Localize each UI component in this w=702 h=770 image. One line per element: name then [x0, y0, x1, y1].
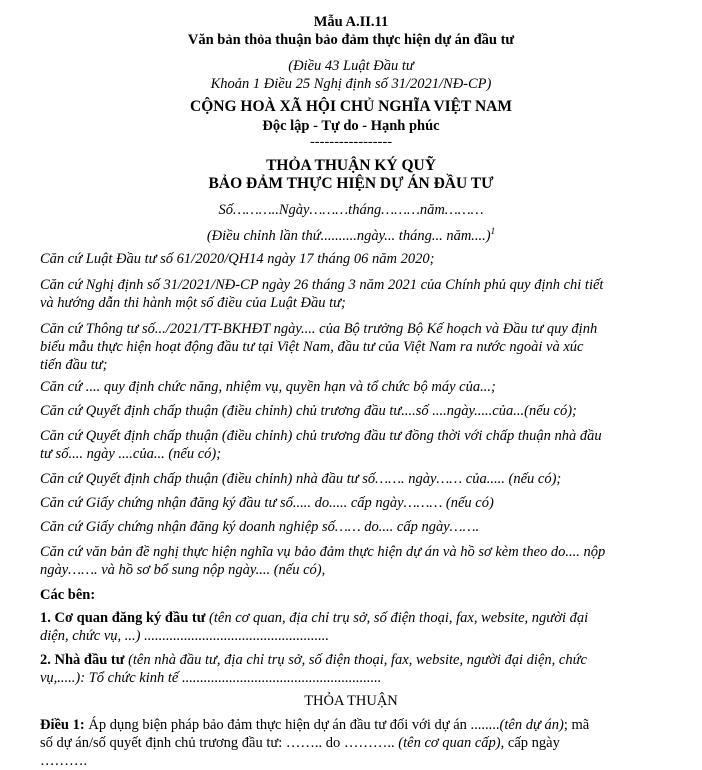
article-1-label: Điều 1:	[40, 717, 85, 733]
parties-heading: Các bên:	[40, 587, 96, 603]
document-title-line-1: THỎA THUẬN KÝ QUỸ	[266, 157, 436, 174]
basis-request-line-2: ngày……. và hồ sơ bổ sung nộp ngày.... (nếu có),	[40, 562, 326, 578]
basis-investment-certificate: Căn cứ Giấy chứng nhận đăng ký đầu tư số..... do..... cấp ngày……… (nếu có)	[40, 495, 494, 511]
basis-policy-decision: Căn cứ Quyết định chấp thuận (điều chỉnh) chủ trương đầu tư....số ....ngày.....của...(nếu có);	[40, 403, 577, 419]
form-title: Văn bản thỏa thuận bảo đảm thực hiện dự án đầu tư	[187, 32, 515, 48]
article-1-line-1: Điều 1: Áp dụng biện pháp bảo đảm thực hiện dự án đầu tư đối với dự án ........(tên dự án); mã	[40, 717, 590, 733]
basis-law: Căn cứ Luật Đầu tư số 61/2020/QH14 ngày 17 tháng 06 năm 2020;	[40, 251, 435, 267]
basis-circular-line-3: tiến đầu tư;	[40, 357, 108, 373]
basis-enterprise-certificate: Căn cứ Giấy chứng nhận đăng ký doanh nghiệp số…… do.... cấp ngày…….	[40, 519, 480, 535]
legal-reference-1: (Điều 43 Luật Đầu tư	[288, 58, 414, 74]
footnote-mark: 1	[490, 226, 496, 237]
article-1-line-2: số dự án/số quyết định chủ trương đầu tư: …….. do ……….. (tên cơ quan cấp), cấp ngày	[40, 735, 560, 751]
national-title: CỘNG HOÀ XÃ HỘI CHỦ NGHĨA VIỆT NAM	[190, 98, 512, 115]
party-2-line-2: vụ,.....): Tổ chức kinh tế .......................................................	[40, 670, 382, 686]
document-title-line-2: BẢO ĐẢM THỰC HIỆN DỰ ÁN ĐẦU TƯ	[208, 175, 494, 192]
legal-reference-2: Khoản 1 Điều 25 Nghị định số 31/2021/NĐ-CP)	[210, 76, 492, 92]
national-motto: Độc lập - Tự do - Hạnh phúc	[262, 118, 440, 134]
basis-request-line-1: Căn cứ văn bản đề nghị thực hiện nghĩa vụ bảo đảm thực hiện dự án và hồ sơ kèm theo do.... nộp	[40, 544, 606, 560]
party-1-label: 1. Cơ quan đăng ký đầu tư	[40, 610, 206, 626]
basis-investor-decision: Căn cứ Quyết định chấp thuận (điều chỉnh) nhà đầu tư số……. ngày…… của..... (nếu có);	[40, 471, 562, 487]
party-2-line-1: 2. Nhà đầu tư (tên nhà đầu tư, địa chỉ trụ sở, số điện thoại, fax, website, người đại diện, chức	[40, 652, 587, 668]
basis-decree-line-2: và hướng dẫn thi hành một số điều của Luật Đầu tư;	[40, 295, 346, 311]
basis-policy-investor-line-2: tư số.... ngày ....của... (nếu có);	[40, 446, 222, 462]
form-code: Mẫu A.II.11	[313, 14, 389, 30]
article-1-line-3: ……….	[40, 753, 88, 769]
basis-circular-line-1: Căn cứ Thông tư số.../2021/TT-BKHĐT ngày.... của Bộ trưởng Bộ Kế hoạch và Đầu tư quy định	[40, 321, 598, 337]
basis-decree-line-1: Căn cứ Nghị định số 31/2021/NĐ-CP ngày 26 tháng 3 năm 2021 của Chính phủ quy định chi tiết	[40, 277, 604, 293]
basis-policy-investor-line-1: Căn cứ Quyết định chấp thuận (điều chỉnh) chủ trương đầu tư đồng thời với chấp thuận nhà đầu	[40, 428, 602, 444]
adjustment-line: (Điều chỉnh lần thứ..........ngày... tháng... năm....)$^1$	[206, 226, 496, 244]
header-divider: -----------------	[309, 134, 393, 150]
document-number-line: Số………..Ngày………tháng………năm………	[218, 202, 484, 218]
agreement-heading: THỎA THUẬN	[304, 693, 398, 709]
party-1-line-2: diện, chức vụ, ...) ...................................................	[40, 628, 330, 644]
basis-circular-line-2: biểu mẫu thực hiện hoạt động đầu tư tại Việt Nam, đầu tư của Việt Nam ra nước ngoài và xúc	[40, 339, 584, 355]
party-2-label: 2. Nhà đầu tư	[40, 652, 125, 668]
party-1-line-1: 1. Cơ quan đăng ký đầu tư (tên cơ quan, địa chỉ trụ sở, số điện thoại, fax, website, người đại	[40, 610, 589, 626]
basis-functions: Căn cứ .... quy định chức năng, nhiệm vụ, quyền hạn và tổ chức bộ máy của...;	[40, 379, 496, 395]
